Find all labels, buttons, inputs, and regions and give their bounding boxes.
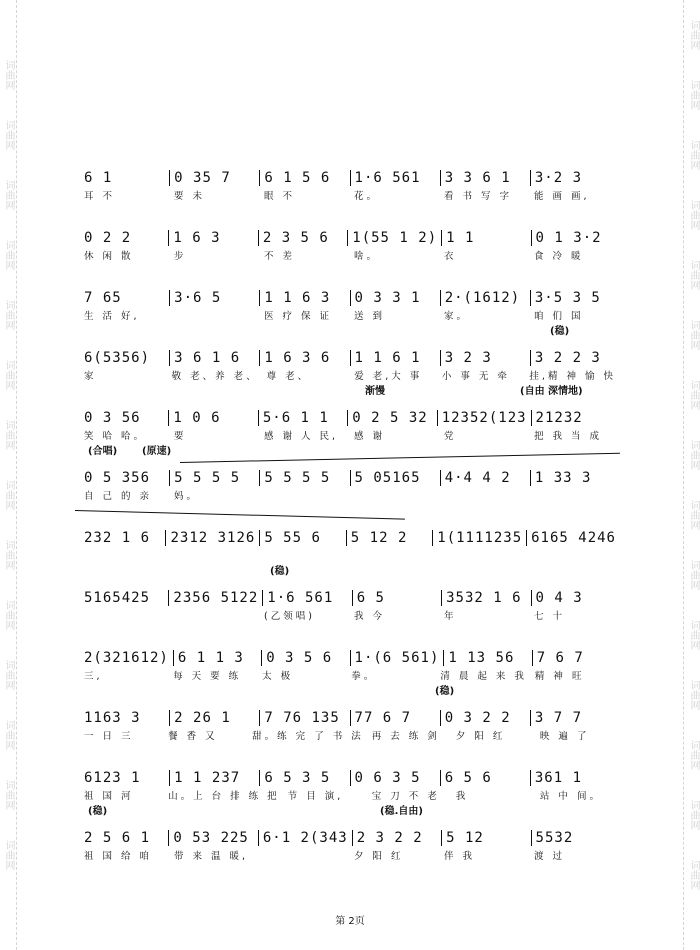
measure: 0 2 2	[84, 230, 132, 246]
watermark: 词曲网	[3, 660, 14, 690]
lyric-segment: 休 闲 散	[84, 251, 134, 262]
measure: 7 6 7	[532, 650, 620, 666]
lyric-segment: 步	[174, 251, 187, 262]
measure: 6 1 5 6	[259, 170, 349, 186]
measure: 1 6 3 6	[259, 350, 349, 366]
score-system	[80, 580, 620, 640]
notation-row	[80, 760, 620, 786]
measure: 1·(6 561)	[350, 650, 444, 666]
watermark: 词曲网	[3, 540, 14, 570]
measure: 1 1 237	[169, 770, 259, 786]
lyric-segment: 把 我 当 成	[534, 431, 603, 442]
music-score	[80, 160, 620, 880]
measure: 0 3 3 1	[350, 290, 440, 306]
measure: 3·5 3 5	[530, 290, 620, 306]
measure: 5·6 1 1	[258, 410, 347, 426]
lyric-segment: 甜。练 完 了 书 法	[252, 731, 364, 742]
watermark: 词曲网	[688, 20, 699, 50]
measure: 0 1 3·2	[531, 230, 620, 246]
lyric-segment: 不 差	[264, 251, 296, 262]
lyric-row	[80, 846, 620, 866]
score-system	[80, 820, 620, 880]
lyric-segment: 啥。	[354, 251, 380, 262]
measure: 0 53 225	[168, 830, 257, 846]
measure: 0 5 356	[84, 470, 151, 486]
measure: 3 3 6 1	[440, 170, 530, 186]
measure: 5532	[531, 830, 620, 846]
watermark: 词曲网	[688, 500, 699, 530]
lyric-segment: 自 己 的 亲	[84, 491, 153, 502]
lyric-segment: 感 谢 人 民,	[264, 431, 339, 442]
score-system	[80, 340, 620, 400]
lyric-segment: 小 事 无 牵	[441, 371, 510, 382]
lyric-segment: 带 来 温 暖,	[174, 851, 249, 862]
measure: 5165425	[84, 590, 151, 606]
measure: 5 55 6	[259, 530, 345, 546]
measure: 5 12	[441, 830, 530, 846]
measure: 3·6 5	[169, 290, 259, 306]
score-system	[80, 220, 620, 280]
lyric-segment: 拳。	[351, 671, 377, 682]
watermark: 词曲网	[3, 240, 14, 270]
measure: 2(321612)	[84, 650, 169, 666]
watermark: 词曲网	[688, 320, 699, 350]
measure: 2312 3126	[165, 530, 259, 546]
lyric-segment: 党	[444, 431, 457, 442]
lyric-segment: 三,	[84, 671, 103, 682]
watermark: 词曲网	[3, 720, 14, 750]
lyric-segment: 年	[444, 611, 457, 622]
measure: 2 5 6 1	[84, 830, 151, 846]
measure: 3 2 2 3	[530, 350, 620, 366]
measure: 3532 1 6	[441, 590, 530, 606]
watermark: 词曲网	[688, 260, 699, 290]
lyric-segment: 看 书 写 字	[444, 191, 513, 202]
measure: 77 6 7	[350, 710, 440, 726]
measure: 3 7 7	[530, 710, 620, 726]
watermark: 词曲网	[688, 80, 699, 110]
notation-row	[80, 280, 620, 306]
measure: 1 1 6 1	[350, 350, 440, 366]
measure: 1·6 561	[262, 590, 351, 606]
notation-row	[80, 520, 620, 546]
score-system	[80, 640, 620, 700]
notation-row	[80, 340, 620, 366]
lyric-segment: 医 疗 保 证	[264, 311, 333, 322]
measure: 1 0 6	[168, 410, 257, 426]
lyric-row	[80, 246, 620, 266]
score-system	[80, 700, 620, 760]
lyric-row	[80, 306, 620, 326]
watermark: 词曲网	[688, 680, 699, 710]
watermark: 词曲网	[688, 440, 699, 470]
lyric-segment: 夕 阳 红	[455, 731, 506, 742]
lyric-row	[80, 786, 620, 806]
lyric-segment: 妈。	[174, 491, 200, 502]
lyric-segment: 夕 阳 红	[354, 851, 404, 862]
lyric-segment: 太 极	[262, 671, 294, 682]
measure: 0 3 2 2	[440, 710, 530, 726]
measure: 6 5 6	[440, 770, 530, 786]
measure: 6123 1	[84, 770, 141, 786]
lyric-segment: 我 今	[354, 611, 386, 622]
lyric-segment: 站 中 间。	[539, 791, 602, 802]
notation-row	[80, 640, 620, 666]
measure: 1 6 3	[168, 230, 257, 246]
page-number: 第 2页	[335, 916, 365, 927]
measure: 7 65	[84, 290, 122, 306]
lyric-row	[80, 726, 620, 746]
right-margin-strip	[683, 0, 700, 950]
lyric-segment: 餐 香 又	[168, 731, 218, 742]
watermark: 词曲网	[3, 420, 14, 450]
lyric-row	[80, 666, 620, 686]
measure: 2 3 2 2	[352, 830, 441, 846]
measure: 6 5 3 5	[259, 770, 349, 786]
measure: 0 4 3	[531, 590, 620, 606]
measure: 12352(123	[437, 410, 531, 426]
lyric-segment: 祖 国 给 咱	[84, 851, 153, 862]
score-system	[80, 520, 620, 580]
lyric-segment: 家	[84, 371, 97, 382]
lyric-row	[80, 486, 620, 506]
measure: 3 6 1 6	[169, 350, 259, 366]
measure: 0 3 5 6	[261, 650, 349, 666]
lyric-segment: 能 画 画,	[534, 191, 590, 202]
lyric-row	[80, 546, 620, 566]
measure: 2 26 1	[169, 710, 259, 726]
watermark: 词曲网	[688, 740, 699, 770]
measure: 0 2 5 32	[347, 410, 436, 426]
notation-row	[80, 820, 620, 846]
lyric-segment: 敬 老、养 老、	[171, 371, 259, 382]
lyric-segment: 尊 老、	[266, 371, 311, 382]
performance-mark: (原速)	[142, 446, 172, 457]
lyric-segment: 花。	[354, 191, 380, 202]
score-system	[80, 760, 620, 820]
measure: 5 5 5 5	[259, 470, 349, 486]
measure: 0 3 56	[84, 410, 141, 426]
notation-row	[80, 220, 620, 246]
lyric-segment: 送 到	[354, 311, 386, 322]
lyric-segment: 生 活 好,	[84, 311, 140, 322]
measure: 1 13 56	[443, 650, 531, 666]
watermark: 词曲网	[3, 840, 14, 870]
measure: 2·(1612)	[440, 290, 530, 306]
lyric-segment: 咱 们 国	[534, 311, 584, 322]
lyric-segment: 每 天 要 练	[173, 671, 242, 682]
measure: 3·2 3	[530, 170, 620, 186]
lyric-segment: 感 谢	[354, 431, 386, 442]
measure: 232 1 6	[84, 530, 151, 546]
measure: 1 1 6 3	[259, 290, 349, 306]
notation-row	[80, 460, 620, 486]
score-system	[80, 460, 620, 520]
measure: 1·6 561	[350, 170, 440, 186]
watermark: 词曲网	[688, 140, 699, 170]
measure: 7 76 135	[259, 710, 349, 726]
score-system	[80, 400, 620, 460]
lyric-segment: 清 晨 起 来 我	[440, 671, 527, 682]
measure: 1 1	[441, 230, 530, 246]
lyric-segment: 伴 我	[444, 851, 476, 862]
watermark: 词曲网	[688, 200, 699, 230]
lyric-segment: 山。上 台 排 练 把	[168, 791, 280, 802]
lyric-segment: 食 冷 暖	[534, 251, 584, 262]
lyric-segment: 要	[174, 431, 187, 442]
notation-row	[80, 160, 620, 186]
lyric-segment: 要 未	[174, 191, 206, 202]
watermark: 词曲网	[3, 360, 14, 390]
measure: 6165 4246	[526, 530, 620, 546]
performance-mark: (稳)	[550, 326, 570, 337]
lyric-segment: 渡 过	[534, 851, 566, 862]
watermark: 词曲网	[3, 120, 14, 150]
lyric-segment: 再 去 练 剑	[371, 731, 440, 742]
lyric-segment: 耳 不	[84, 191, 116, 202]
score-system	[80, 160, 620, 220]
lyric-segment: 家。	[444, 311, 470, 322]
measure: 4·4 4 2	[440, 470, 530, 486]
watermark: 词曲网	[3, 480, 14, 510]
performance-mark: (稳)	[270, 566, 290, 577]
watermark: 词曲网	[688, 860, 699, 890]
measure: 6(5356)	[84, 350, 151, 366]
lyric-segment: 笑 哈 哈。	[84, 431, 147, 442]
notation-row	[80, 400, 620, 426]
watermark: 词曲网	[3, 60, 14, 90]
performance-mark: (稳)	[88, 806, 108, 817]
measure: 0 35 7	[169, 170, 259, 186]
notation-row	[80, 700, 620, 726]
notation-row	[80, 580, 620, 606]
measure: 5 12 2	[346, 530, 432, 546]
watermark: 词曲网	[688, 380, 699, 410]
measure: 6 1	[84, 170, 113, 186]
lyric-segment: 一 日 三	[84, 731, 134, 742]
lyric-segment: 映 遍 了	[539, 731, 590, 742]
measure: 21232	[531, 410, 620, 426]
lyric-segment: 宝 刀 不 老	[371, 791, 440, 802]
lyric-row	[80, 606, 620, 626]
watermark: 词曲网	[688, 560, 699, 590]
lyric-row	[80, 186, 620, 206]
lyric-segment: 衣	[444, 251, 457, 262]
score-system	[80, 280, 620, 340]
lyric-segment: (乙领唱)	[264, 611, 315, 622]
lyric-segment: 节 目 演,	[287, 791, 344, 802]
measure: 6 5	[352, 590, 441, 606]
watermark: 词曲网	[3, 180, 14, 210]
measure: 2 3 5 6	[258, 230, 347, 246]
performance-mark: (自由 深情地)	[520, 386, 583, 397]
measure: 0 6 3 5	[350, 770, 440, 786]
lyric-segment: 挂,精 神 愉 快	[529, 371, 617, 382]
measure: 6·1 2(343	[258, 830, 352, 846]
lyric-segment: 我	[455, 791, 469, 802]
performance-mark: 渐慢	[365, 386, 385, 397]
lyric-segment: 祖 国 河	[84, 791, 134, 802]
measure: 1 33 3	[530, 470, 620, 486]
watermark: 词曲网	[688, 800, 699, 830]
measure: 6 1 1 3	[173, 650, 261, 666]
watermark: 词曲网	[3, 300, 14, 330]
measure: 1163 3	[84, 710, 141, 726]
performance-mark: (稳)	[435, 686, 455, 697]
measure: 2356 5122	[168, 590, 262, 606]
watermark: 词曲网	[3, 780, 14, 810]
measure: 5 05165	[350, 470, 440, 486]
left-margin-strip	[0, 0, 17, 950]
measure: 3 2 3	[440, 350, 530, 366]
measure: 5 5 5 5	[169, 470, 259, 486]
lyric-segment: 眼 不	[264, 191, 296, 202]
lyric-segment: 七 十	[534, 611, 566, 622]
measure: 361 1	[530, 770, 620, 786]
measure: 1(1111235	[432, 530, 526, 546]
watermark: 词曲网	[688, 620, 699, 650]
watermark: 词曲网	[3, 600, 14, 630]
performance-mark: (稳.自由)	[380, 806, 423, 817]
measure: 1(55 1 2)	[347, 230, 441, 246]
performance-mark: (合唱)	[88, 446, 118, 457]
lyric-segment: 精 神 旺	[534, 671, 585, 682]
lyric-segment: 爱 老,大 事	[354, 371, 423, 382]
